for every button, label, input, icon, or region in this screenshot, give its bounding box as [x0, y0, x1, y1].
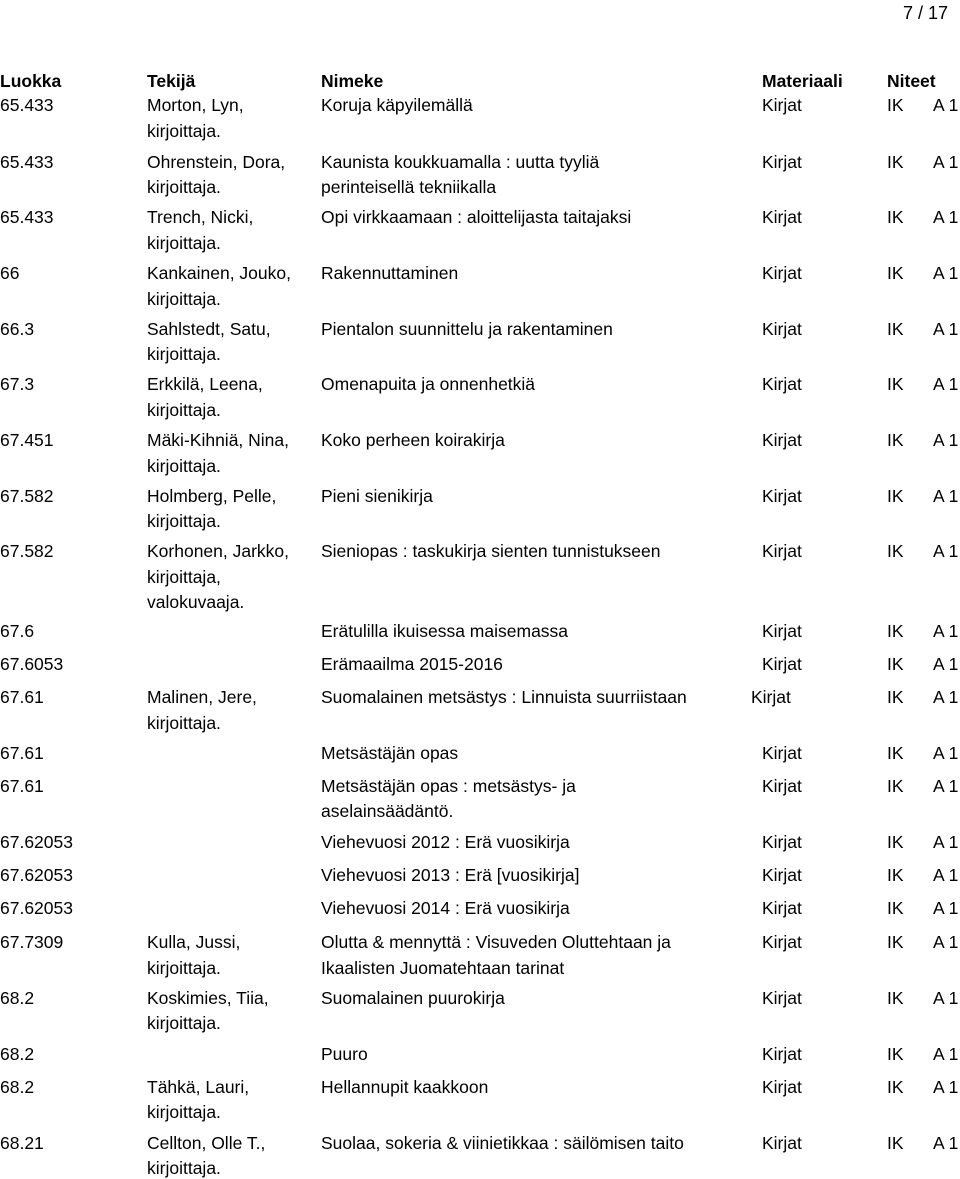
author-role: kirjoittaja. — [147, 1158, 221, 1178]
class-code: 68.2 — [0, 988, 35, 1008]
title: Erämaailma 2015-2016 — [321, 654, 503, 674]
title: Kaunista koukkuamalla : uutta tyyliä — [321, 152, 600, 172]
author-name: Holmberg, Pelle, — [147, 486, 277, 506]
class-code: 67.6053 — [0, 654, 64, 674]
author-name: Kulla, Jussi, — [147, 932, 241, 952]
author-name: Trench, Nicki, — [147, 207, 254, 227]
author-role: kirjoittaja. — [147, 958, 221, 978]
copy-count: A 1 — [933, 486, 959, 506]
title: Opi virkkaamaan : aloittelijasta taitajaksi — [321, 207, 632, 227]
material: Kirjat — [762, 988, 802, 1008]
class-code: 68.21 — [0, 1133, 44, 1153]
copy-count: A 1 — [933, 1077, 959, 1097]
author-name: Morton, Lyn, — [147, 95, 244, 115]
column-header-class: Luokka — [0, 71, 62, 91]
author-name: Cellton, Olle T., — [147, 1133, 266, 1153]
copy-count: A 1 — [933, 430, 959, 450]
author-role: kirjoittaja. — [147, 121, 221, 141]
title: Metsästäjän opas — [321, 743, 459, 763]
author-role: kirjoittaja. — [147, 177, 221, 197]
title: Viehevuosi 2014 : Erä vuosikirja — [321, 898, 570, 918]
column-header-material: Materiaali — [762, 71, 843, 91]
title: Sieniopas : taskukirja sienten tunnistukseen — [321, 541, 661, 561]
material: Kirjat — [762, 621, 802, 641]
title: Omenapuita ja onnenhetkiä — [321, 374, 536, 394]
author-name: Kankainen, Jouko, — [147, 263, 291, 283]
material: Kirjat — [762, 865, 802, 885]
class-code: 67.61 — [0, 743, 44, 763]
material: Kirjat — [762, 1133, 802, 1153]
location: IK — [887, 654, 904, 674]
class-code: 67.62053 — [0, 898, 73, 918]
class-code: 67.61 — [0, 687, 44, 707]
location: IK — [887, 832, 904, 852]
location: IK — [887, 898, 904, 918]
copy-count: A 1 — [933, 776, 959, 796]
class-code: 67.7309 — [0, 932, 64, 952]
material: Kirjat — [762, 932, 802, 952]
class-code: 65.433 — [0, 152, 54, 172]
title: Koko perheen koirakirja — [321, 430, 505, 450]
location: IK — [887, 263, 904, 283]
copy-count: A 1 — [933, 654, 959, 674]
title: Puuro — [321, 1044, 368, 1064]
author-name: Erkkilä, Leena, — [147, 374, 263, 394]
copy-count: A 1 — [933, 207, 959, 227]
material: Kirjat — [762, 1044, 802, 1064]
material: Kirjat — [751, 687, 791, 707]
location: IK — [887, 95, 904, 115]
material: Kirjat — [762, 743, 802, 763]
location: IK — [887, 541, 904, 561]
title: Metsästäjän opas : metsästys- ja — [321, 776, 576, 796]
copy-count: A 1 — [933, 621, 959, 641]
copy-count: A 1 — [933, 932, 959, 952]
material: Kirjat — [762, 776, 802, 796]
author-name: Sahlstedt, Satu, — [147, 319, 271, 339]
title: Rakennuttaminen — [321, 263, 459, 283]
location: IK — [887, 865, 904, 885]
author-name: Ohrenstein, Dora, — [147, 152, 286, 172]
author-role: kirjoittaja. — [147, 400, 221, 420]
author-name: Koskimies, Tiia, — [147, 988, 269, 1008]
location: IK — [887, 743, 904, 763]
copy-count: A 1 — [933, 541, 959, 561]
column-header-title: Nimeke — [321, 71, 384, 91]
location: IK — [887, 1077, 904, 1097]
class-code: 65.433 — [0, 207, 54, 227]
title: Viehevuosi 2012 : Erä vuosikirja — [321, 832, 570, 852]
class-code: 67.61 — [0, 776, 44, 796]
class-code: 67.582 — [0, 541, 54, 561]
class-code: 67.3 — [0, 374, 35, 394]
title: Suomalainen metsästys : Linnuista suurriistaan — [321, 687, 687, 707]
location: IK — [887, 319, 904, 339]
title: Koruja käpyilemällä — [321, 95, 473, 115]
copy-count: A 1 — [933, 1044, 959, 1064]
author-role: kirjoittaja. — [147, 344, 221, 364]
material: Kirjat — [762, 541, 802, 561]
class-code: 67.6 — [0, 621, 35, 641]
material: Kirjat — [762, 898, 802, 918]
location: IK — [887, 152, 904, 172]
title: Hellannupit kaakkoon — [321, 1077, 489, 1097]
location: IK — [887, 430, 904, 450]
copy-count: A 1 — [933, 832, 959, 852]
location: IK — [887, 374, 904, 394]
title: Erätulilla ikuisessa maisemassa — [321, 621, 569, 641]
copy-count: A 1 — [933, 374, 959, 394]
material: Kirjat — [762, 654, 802, 674]
column-header-author: Tekijä — [147, 71, 196, 91]
author-role: kirjoittaja. — [147, 511, 221, 531]
copy-count: A 1 — [933, 988, 959, 1008]
copy-count: A 1 — [933, 1133, 959, 1153]
material: Kirjat — [762, 374, 802, 394]
material: Kirjat — [762, 1077, 802, 1097]
title: Suomalainen puurokirja — [321, 988, 505, 1008]
author-name: Mäki-Kihniä, Nina, — [147, 430, 289, 450]
class-code: 68.2 — [0, 1044, 35, 1064]
copy-count: A 1 — [933, 743, 959, 763]
class-code: 66 — [0, 263, 20, 283]
location: IK — [887, 932, 904, 952]
material: Kirjat — [762, 207, 802, 227]
class-code: 68.2 — [0, 1077, 35, 1097]
material: Kirjat — [762, 319, 802, 339]
author-name: Korhonen, Jarkko, — [147, 541, 290, 561]
material: Kirjat — [762, 832, 802, 852]
author-role: kirjoittaja. — [147, 456, 221, 476]
copy-count: A 1 — [933, 319, 959, 339]
author-role: kirjoittaja, — [147, 567, 221, 587]
class-code: 67.451 — [0, 430, 54, 450]
class-code: 65.433 — [0, 95, 54, 115]
title: Pieni sienikirja — [321, 486, 433, 506]
material: Kirjat — [762, 430, 802, 450]
author-role: kirjoittaja. — [147, 1102, 221, 1122]
class-code: 66.3 — [0, 319, 35, 339]
material: Kirjat — [762, 152, 802, 172]
material: Kirjat — [762, 263, 802, 283]
location: IK — [887, 687, 904, 707]
class-code: 67.62053 — [0, 832, 73, 852]
location: IK — [887, 1133, 904, 1153]
class-code: 67.582 — [0, 486, 54, 506]
material: Kirjat — [762, 486, 802, 506]
title-continued: Ikaalisten Juomatehtaan tarinat — [321, 958, 565, 978]
author-role: valokuvaaja. — [147, 592, 245, 612]
title: Olutta & mennyttä : Visuveden Oluttehtaan ja — [321, 932, 671, 952]
location: IK — [887, 486, 904, 506]
author-role: kirjoittaja. — [147, 713, 221, 733]
author-name: Malinen, Jere, — [147, 687, 257, 707]
title: Pientalon suunnittelu ja rakentaminen — [321, 319, 613, 339]
location: IK — [887, 207, 904, 227]
copy-count: A 1 — [933, 687, 959, 707]
author-role: kirjoittaja. — [147, 289, 221, 309]
location: IK — [887, 1044, 904, 1064]
page-number: 7 / 17 — [902, 3, 948, 23]
location: IK — [887, 621, 904, 641]
class-code: 67.62053 — [0, 865, 73, 885]
column-header-copies: Niteet — [887, 71, 936, 91]
copy-count: A 1 — [933, 898, 959, 918]
title-continued: aselainsäädäntö. — [321, 801, 454, 821]
copy-count: A 1 — [933, 263, 959, 283]
location: IK — [887, 776, 904, 796]
author-name: Tähkä, Lauri, — [147, 1077, 250, 1097]
copy-count: A 1 — [933, 865, 959, 885]
location: IK — [887, 988, 904, 1008]
title: Viehevuosi 2013 : Erä [vuosikirja] — [321, 865, 580, 885]
author-role: kirjoittaja. — [147, 1013, 221, 1033]
copy-count: A 1 — [933, 152, 959, 172]
copy-count: A 1 — [933, 95, 959, 115]
title-continued: perinteisellä tekniikalla — [321, 177, 497, 197]
title: Suolaa, sokeria & viinietikkaa : säilömisen taito — [321, 1133, 684, 1153]
material: Kirjat — [762, 95, 802, 115]
author-role: kirjoittaja. — [147, 233, 221, 253]
